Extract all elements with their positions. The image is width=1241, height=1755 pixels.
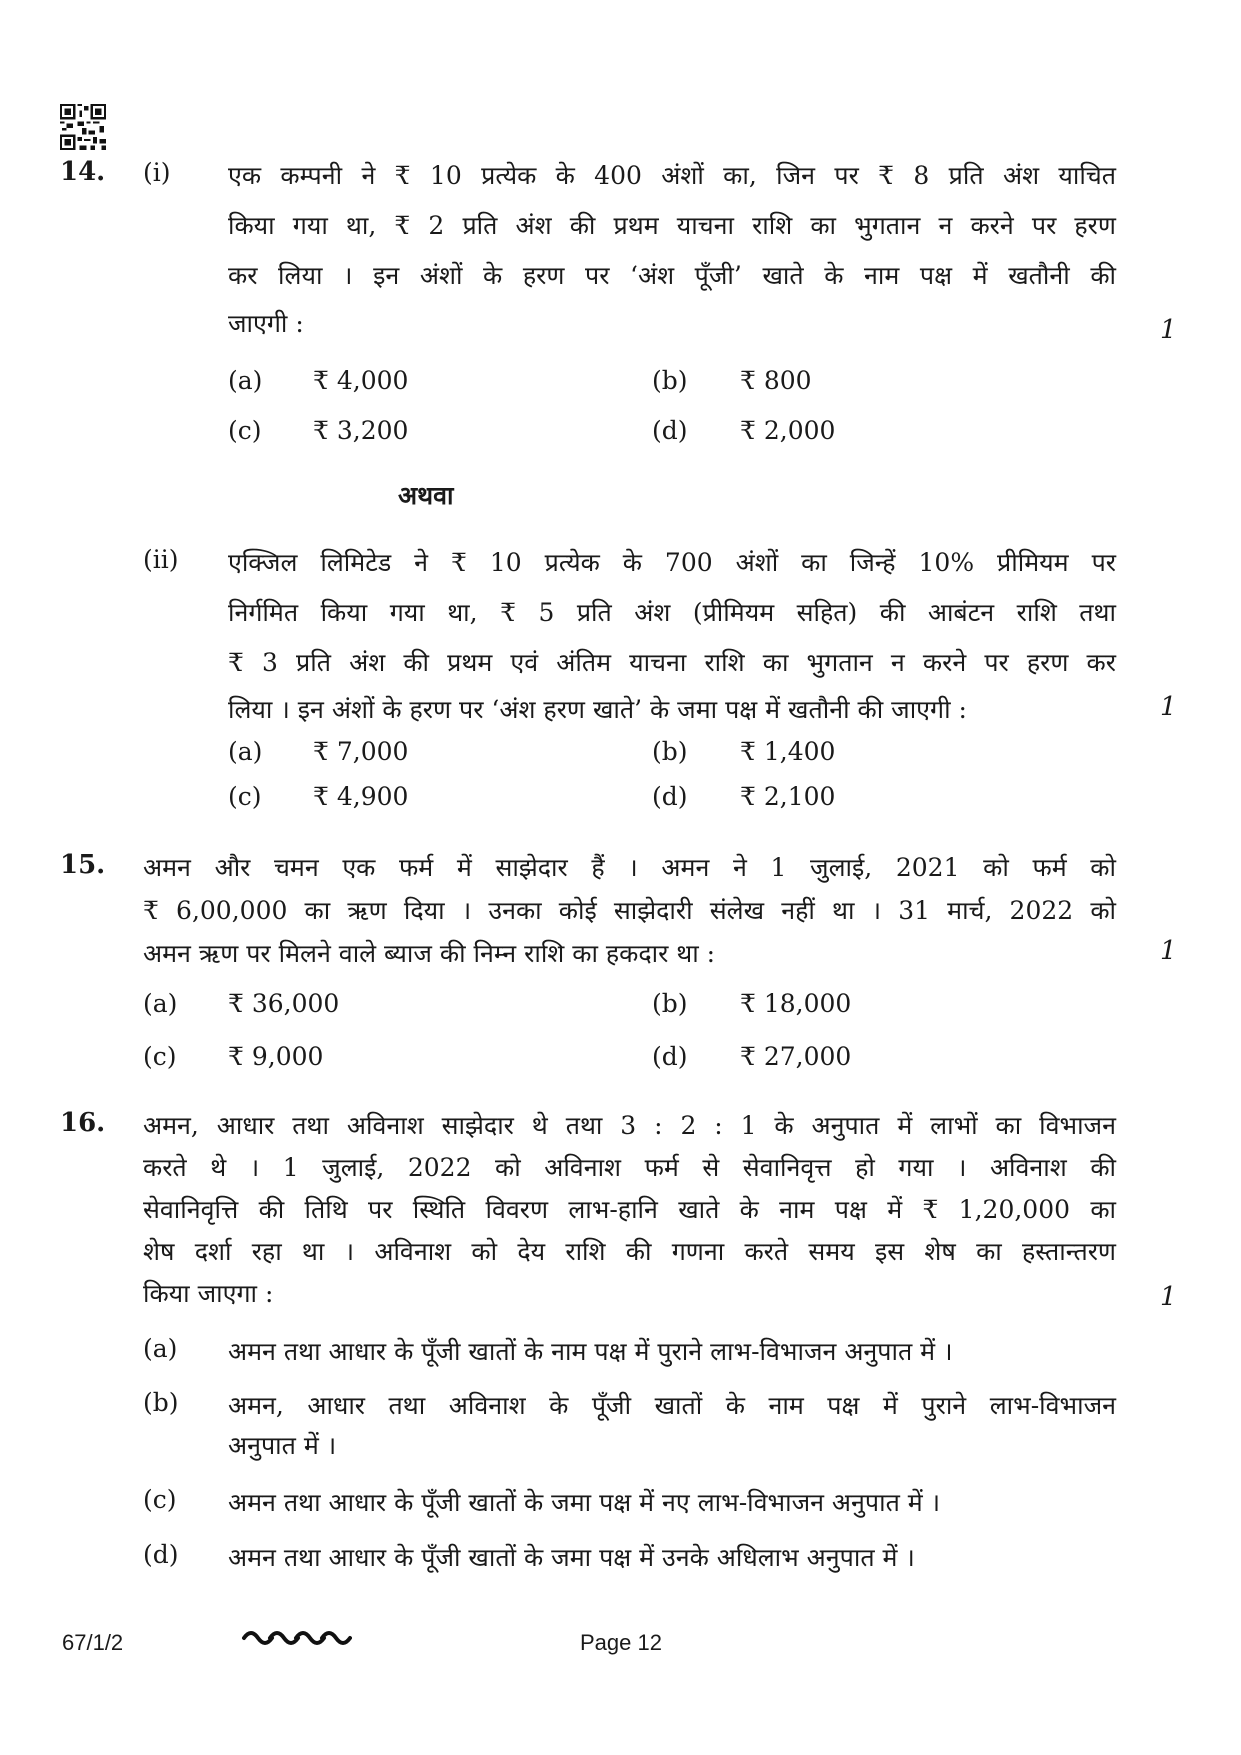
option-label: (c) — [228, 416, 262, 445]
option-label: (c) — [143, 1485, 177, 1514]
option-label: (b) — [652, 737, 688, 766]
option-value: ₹ 3,200 — [313, 416, 409, 445]
option-text: अमन, आधार तथा अविनाश के पूँजी खातों के नाम पक्ष में पुराने लाभ-विभाजन — [228, 1391, 1116, 1420]
option-label: (c) — [228, 782, 262, 811]
question-text-line: निर्गमित किया गया था, ₹ 5 प्रति अंश (प्रीमियम सहित) की आबंटन राशि तथा — [228, 598, 1116, 627]
question-text-line: लिया । इन अंशों के हरण पर ‘अंश हरण खाते’ के जमा पक्ष में खतौनी की जाएगी : — [228, 695, 967, 724]
sub-question-label: (i) — [143, 158, 171, 187]
question-text-line: अमन ऋण पर मिलने वाले ब्याज की निम्न राशि का हकदार था : — [143, 939, 716, 968]
option-text: अमन तथा आधार के पूँजी खातों के जमा पक्ष में उनके अधिलाभ अनुपात में । — [228, 1543, 915, 1572]
tilde-ornament-icon — [240, 1618, 352, 1654]
option-label: (b) — [652, 366, 688, 395]
option-value: ₹ 1,400 — [740, 737, 836, 766]
option-label: (d) — [652, 782, 688, 811]
question-text-line: ₹ 6,00,000 का ऋण दिया । उनका कोई साझेदारी संलेख नहीं था । 31 मार्च, 2022 को — [143, 896, 1116, 925]
option-label: (b) — [652, 989, 688, 1018]
option-label: (d) — [652, 416, 688, 445]
option-value: ₹ 2,000 — [740, 416, 836, 445]
option-value: ₹ 2,100 — [740, 782, 836, 811]
question-number: 15. — [60, 850, 106, 880]
question-text-line: जाएगी : — [228, 309, 304, 338]
question-number: 14. — [60, 157, 106, 187]
option-value: ₹ 7,000 — [313, 737, 409, 766]
option-label: (d) — [143, 1540, 179, 1569]
option-label: (a) — [228, 737, 263, 766]
option-text: अनुपात में । — [228, 1431, 337, 1460]
option-value: ₹ 18,000 — [740, 989, 852, 1018]
option-label: (a) — [143, 989, 178, 1018]
paper-code: 67/1/2 — [62, 1630, 124, 1655]
page-number: Page 12 — [580, 1630, 662, 1655]
option-value: ₹ 27,000 — [740, 1042, 852, 1071]
question-text-line: एक्जिल लिमिटेड ने ₹ 10 प्रत्येक के 700 अंशों का जिन्हें 10% प्रीमियम पर — [228, 548, 1116, 577]
marks-label: 1 — [1160, 936, 1177, 966]
or-separator: अथवा — [398, 481, 454, 510]
option-label: (a) — [143, 1334, 178, 1363]
question-text-line: अमन, आधार तथा अविनाश साझेदार थे तथा 3 : 2 : 1 के अनुपात में लाभों का विभाजन — [143, 1111, 1116, 1140]
question-text-line: ₹ 3 प्रति अंश की प्रथम एवं अंतिम याचना राशि का भुगतान न करने पर हरण कर — [228, 648, 1116, 677]
question-text-line: करते थे । 1 जुलाई, 2022 को अविनाश फर्म से सेवानिवृत्त हो गया । अविनाश की — [143, 1153, 1116, 1182]
marks-label: 1 — [1160, 692, 1177, 722]
marks-label: 1 — [1160, 315, 1177, 345]
option-value: ₹ 9,000 — [228, 1042, 324, 1071]
option-label: (d) — [652, 1042, 688, 1071]
option-value: ₹ 4,900 — [313, 782, 409, 811]
option-value: ₹ 36,000 — [228, 989, 340, 1018]
question-text-line: एक कम्पनी ने ₹ 10 प्रत्येक के 400 अंशों का, जिन पर ₹ 8 प्रति अंश याचित — [228, 161, 1116, 190]
qr-code-icon — [60, 104, 106, 150]
question-text-line: कर लिया । इन अंशों के हरण पर ‘अंश पूँजी’ खाते के नाम पक्ष में खतौनी की — [228, 261, 1116, 290]
option-value: ₹ 800 — [740, 366, 812, 395]
marks-label: 1 — [1160, 1282, 1177, 1312]
question-text-line: शेष दर्शा रहा था । अविनाश को देय राशि की गणना करते समय इस शेष का हस्तान्तरण — [143, 1237, 1116, 1266]
option-text: अमन तथा आधार के पूँजी खातों के जमा पक्ष में नए लाभ-विभाजन अनुपात में । — [228, 1488, 941, 1517]
option-label: (c) — [143, 1042, 177, 1071]
option-label: (a) — [228, 366, 263, 395]
question-text-line: अमन और चमन एक फर्म में साझेदार हैं । अमन ने 1 जुलाई, 2021 को फर्म को — [143, 853, 1116, 882]
question-text-line: सेवानिवृत्ति की तिथि पर स्थिति विवरण लाभ-हानि खाते के नाम पक्ष में ₹ 1,20,000 का — [143, 1195, 1116, 1224]
sub-question-label: (ii) — [143, 545, 179, 574]
question-text-line: किया जाएगा : — [143, 1279, 274, 1308]
question-text-line: किया गया था, ₹ 2 प्रति अंश की प्रथम याचना राशि का भुगतान न करने पर हरण — [228, 211, 1116, 240]
option-value: ₹ 4,000 — [313, 366, 409, 395]
option-label: (b) — [143, 1388, 179, 1417]
question-number: 16. — [60, 1108, 106, 1138]
option-text: अमन तथा आधार के पूँजी खातों के नाम पक्ष में पुराने लाभ-विभाजन अनुपात में । — [228, 1337, 953, 1366]
